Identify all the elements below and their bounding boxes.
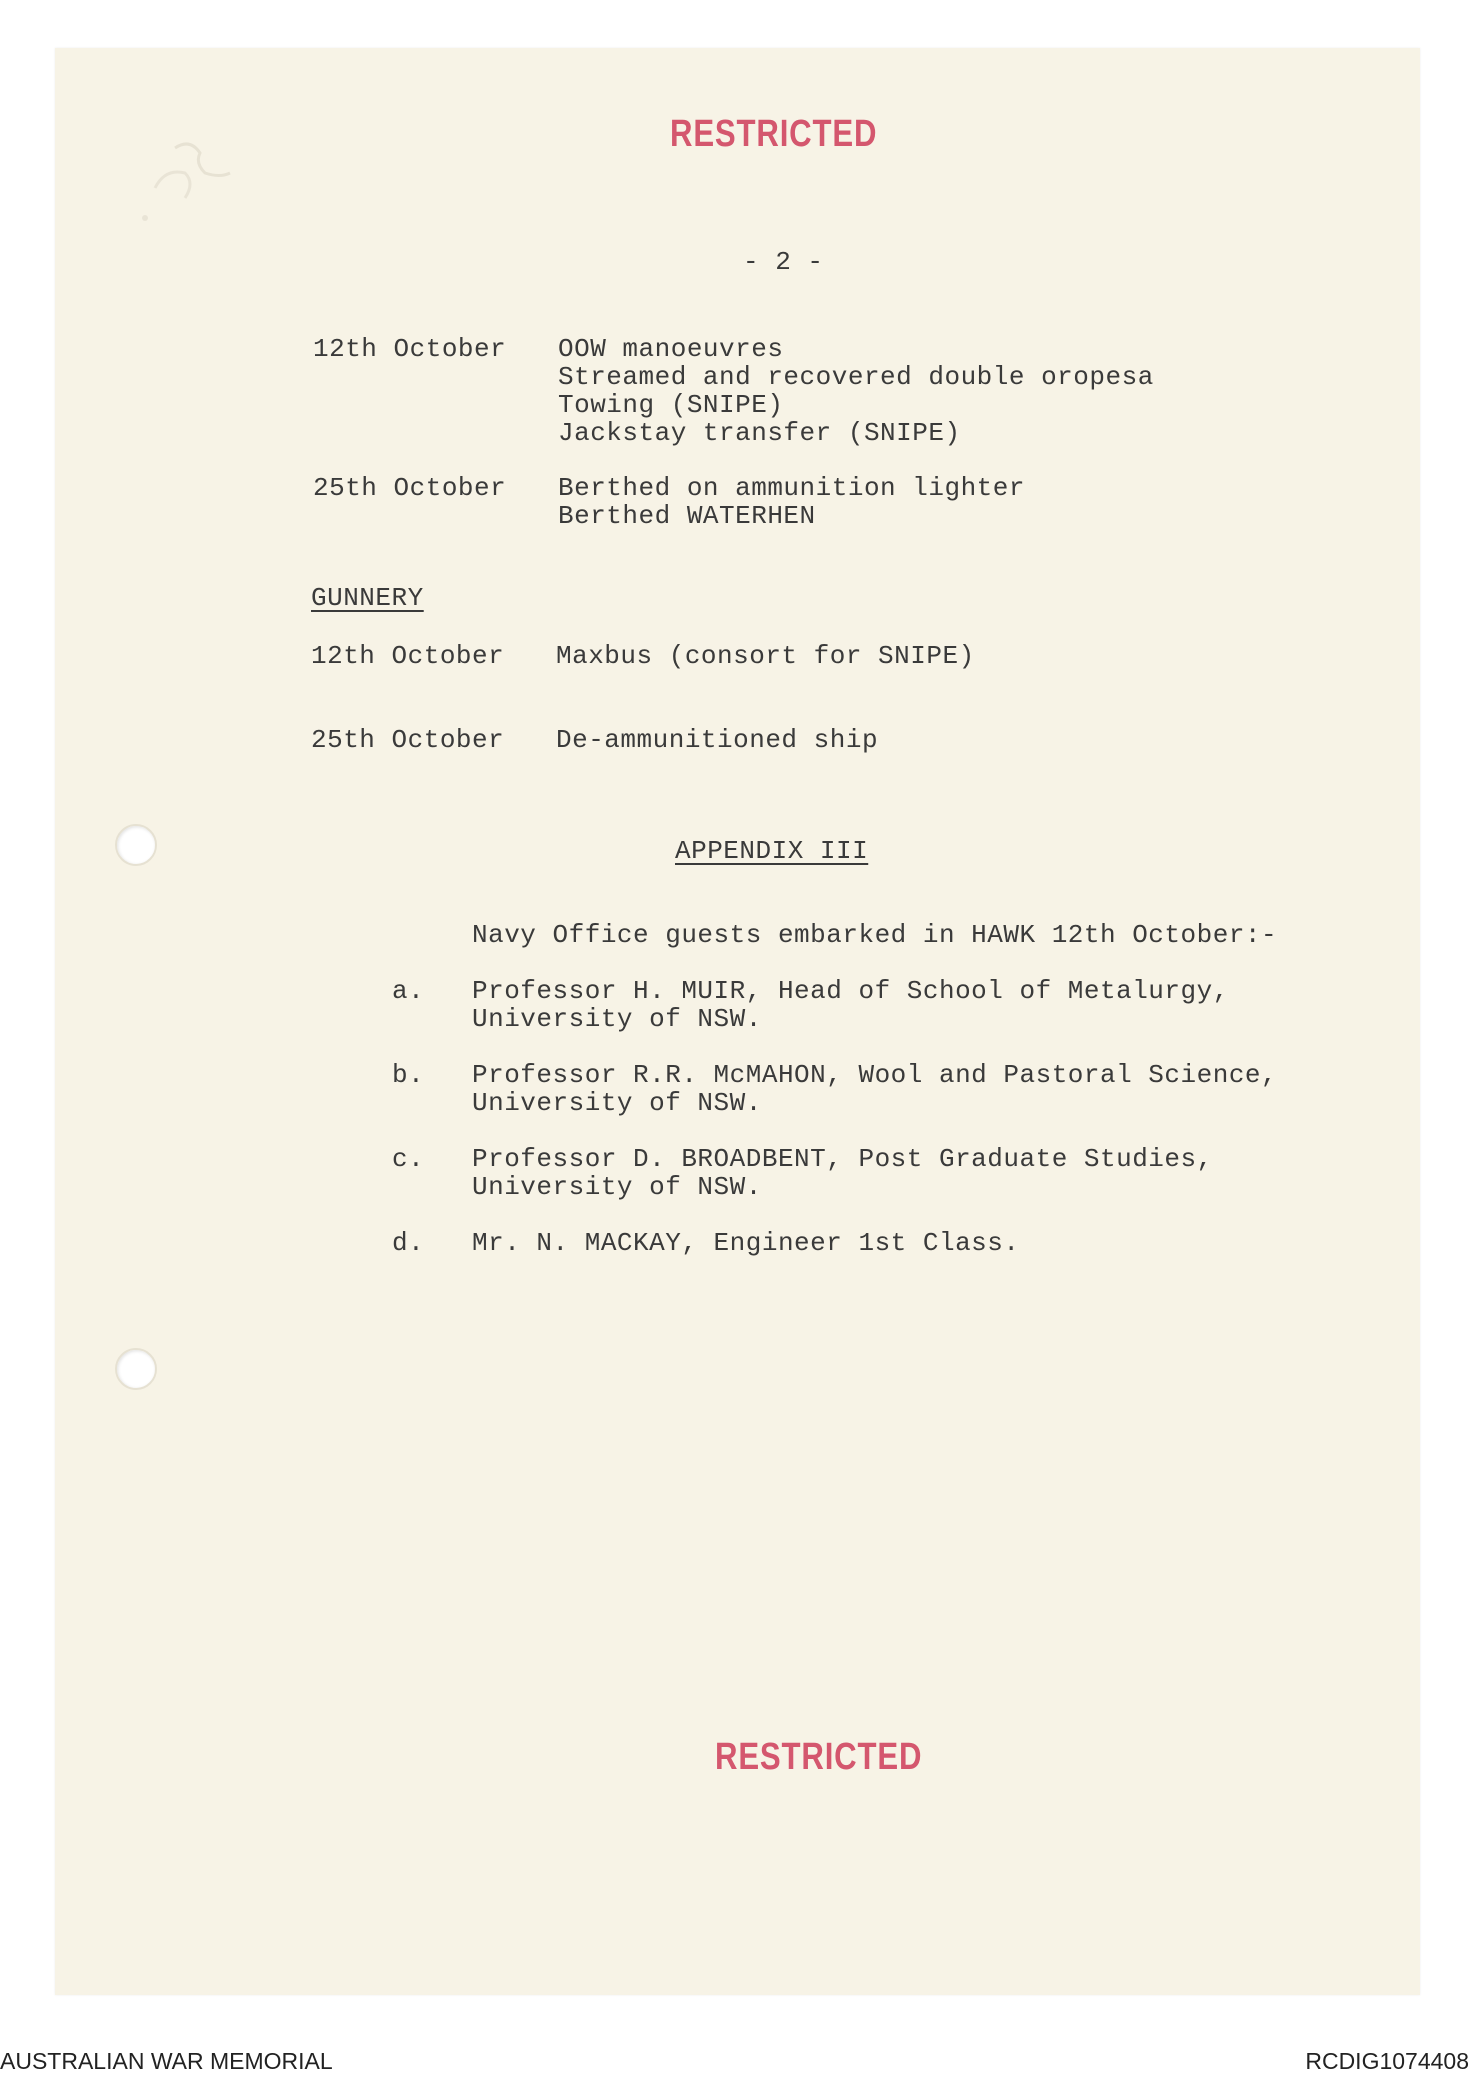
gunnery-text: De-ammunitioned ship [556, 725, 879, 755]
appendix-item-label: d. [392, 1228, 425, 1258]
gunnery-heading: GUNNERY [311, 583, 424, 613]
appendix-item-line: University of NSW. [472, 1088, 762, 1118]
appendix-intro: Navy Office guests embarked in HAWK 12th October:- [472, 920, 1278, 950]
punch-hole-top [115, 824, 157, 866]
restricted-stamp-top: RESTRICTED [670, 113, 878, 155]
log-line: Berthed WATERHEN [558, 501, 816, 531]
appendix-item-line: Professor H. MUIR, Head of School of Metalurgy, [472, 976, 1229, 1006]
log-line: OOW manoeuvres [558, 334, 784, 364]
embossed-seal-mark [115, 128, 235, 238]
log-line: Berthed on ammunition lighter [558, 473, 1025, 503]
appendix-item-line: Professor R.R. McMAHON, Wool and Pastoral Science, [472, 1060, 1278, 1090]
gunnery-text: Maxbus (consort for SNIPE) [556, 641, 975, 671]
gunnery-date: 25th October [311, 725, 505, 755]
log-date: 25th October [313, 473, 507, 503]
footer-archive-name: AUSTRALIAN WAR MEMORIAL [0, 2048, 333, 2074]
log-date: 12th October [313, 334, 507, 364]
log-line: Jackstay transfer (SNIPE) [558, 418, 961, 448]
restricted-stamp-bottom: RESTRICTED [715, 1736, 923, 1778]
punch-hole-bottom [115, 1348, 157, 1390]
appendix-item-line: Mr. N. MACKAY, Engineer 1st Class. [472, 1228, 1020, 1258]
log-line: Towing (SNIPE) [558, 390, 784, 420]
appendix-item-label: a. [392, 976, 425, 1006]
footer-record-id: RCDIG1074408 [1305, 2048, 1469, 2074]
appendix-item-line: University of NSW. [472, 1172, 762, 1202]
log-line: Streamed and recovered double oropesa [558, 362, 1154, 392]
appendix-item-label: b. [392, 1060, 425, 1090]
gunnery-date: 12th October [311, 641, 505, 671]
appendix-item-line: Professor D. BROADBENT, Post Graduate Studies, [472, 1144, 1213, 1174]
page-number: - 2 - [743, 247, 824, 277]
appendix-item-label: c. [392, 1144, 425, 1174]
document-page [55, 48, 1420, 1995]
appendix-item-line: University of NSW. [472, 1004, 762, 1034]
appendix-heading: APPENDIX III [675, 836, 869, 866]
